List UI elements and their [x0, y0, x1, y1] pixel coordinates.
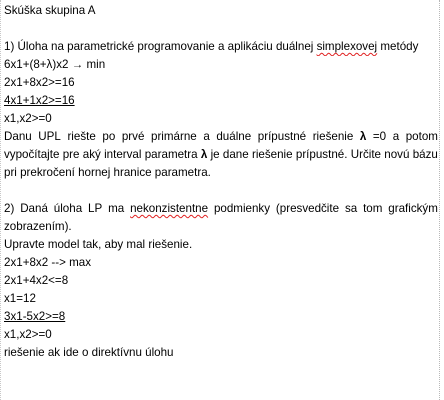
paragraph-word: (presvedčite	[275, 202, 340, 215]
task1-nonnegativity: x1,x2>=0	[4, 112, 52, 125]
paragraph-word: duálne	[216, 130, 252, 143]
paragraph-word: a	[392, 130, 400, 143]
paragraph-word: Daná	[20, 202, 48, 215]
paragraph-word: úloha	[53, 202, 83, 215]
task1-heading	[4, 38, 438, 56]
paragraph-word: a	[203, 130, 210, 143]
task1-constraint-2-text: 4x1+1x2>=16	[4, 94, 75, 107]
paragraph-word: vypočítajte	[4, 148, 60, 161]
task2-constraint-3	[4, 308, 438, 326]
paragraph-word: λ	[359, 130, 367, 143]
paragraph-word: prípustné.	[295, 148, 348, 161]
paragraph-word: UPL	[38, 130, 61, 143]
task1-constraint-1: 2x1+8x2>=16	[4, 76, 75, 89]
paragraph-word: novú	[384, 148, 410, 161]
blank-line	[4, 20, 438, 38]
page-right-margin-guide	[439, 0, 440, 400]
paragraph-word: parametra	[144, 148, 198, 161]
paragraph-word: Danu	[4, 130, 32, 143]
paragraph-word: 2)	[4, 202, 15, 215]
task1-paragraph-line-2	[4, 146, 438, 164]
task2-constraint-2: x1=12	[4, 292, 36, 305]
paragraph-word: je	[210, 148, 220, 161]
task1-heading-misspelled-word: simplexovej	[316, 40, 378, 53]
paragraph-word: ma	[108, 202, 125, 215]
paragraph-word: riešte	[67, 130, 96, 143]
paragraph-word: riešenie	[251, 148, 293, 161]
blank-line	[4, 182, 438, 200]
task2-nonnegativity: x1,x2>=0	[4, 328, 52, 341]
paragraph-word: bázu	[412, 148, 438, 161]
task1-heading-end: metódy	[377, 40, 419, 53]
paragraph-word: λ	[200, 148, 208, 161]
paragraph-word: aký	[82, 148, 101, 161]
task2-last-line: riešenie ak ide o direktívnu úlohu	[4, 346, 174, 359]
task2-objective: 2x1+8x2 --> max	[4, 256, 91, 269]
paragraph-word: sa	[344, 202, 358, 215]
document-title: Skúška skupina A	[4, 4, 96, 17]
paragraph-word: pre	[62, 148, 80, 161]
paragraph-word: dane	[222, 148, 249, 161]
paragraph-word: podmienky	[213, 202, 271, 215]
task1-constraint-2	[4, 92, 438, 110]
task1-heading-start: 1) Úloha na parametrické programovanie a aplikáciu duálnej	[4, 40, 317, 53]
task2-heading-line-2: zobrazením).	[4, 220, 72, 233]
paragraph-word: LP	[88, 202, 103, 215]
document-body[interactable]	[4, 2, 438, 362]
paragraph-word: prvé	[121, 130, 145, 143]
task2-instruction: Upravte model tak, aby mal riešenie.	[4, 238, 193, 251]
paragraph-word: Určite	[350, 148, 381, 161]
paragraph-word: potom	[405, 130, 438, 143]
task1-paragraph-line-1	[4, 128, 438, 146]
paragraph-word: =0	[372, 130, 387, 143]
paragraph-word: primárne	[151, 130, 197, 143]
page-left-margin-guide	[0, 0, 1, 400]
paragraph-word: po	[102, 130, 116, 143]
paragraph-word: tom	[363, 202, 383, 215]
task2-heading-line-1	[4, 200, 438, 218]
paragraph-word: riešenie	[312, 130, 354, 143]
paragraph-word: grafickým	[388, 202, 438, 215]
paragraph-word: interval	[104, 148, 142, 161]
task1-objective: 6x1+(8+λ)x2 → min	[4, 58, 106, 71]
paragraph-word: nekonzistentne	[130, 202, 209, 215]
task2-constraint-3-text: 3x1-5x2>=8	[4, 310, 66, 323]
task2-constraint-1: 2x1+4x2<=8	[4, 274, 69, 287]
task1-paragraph-line-3: pri prekročení hornej hranice parametra.	[4, 166, 211, 179]
paragraph-word: prípustné	[257, 130, 307, 143]
